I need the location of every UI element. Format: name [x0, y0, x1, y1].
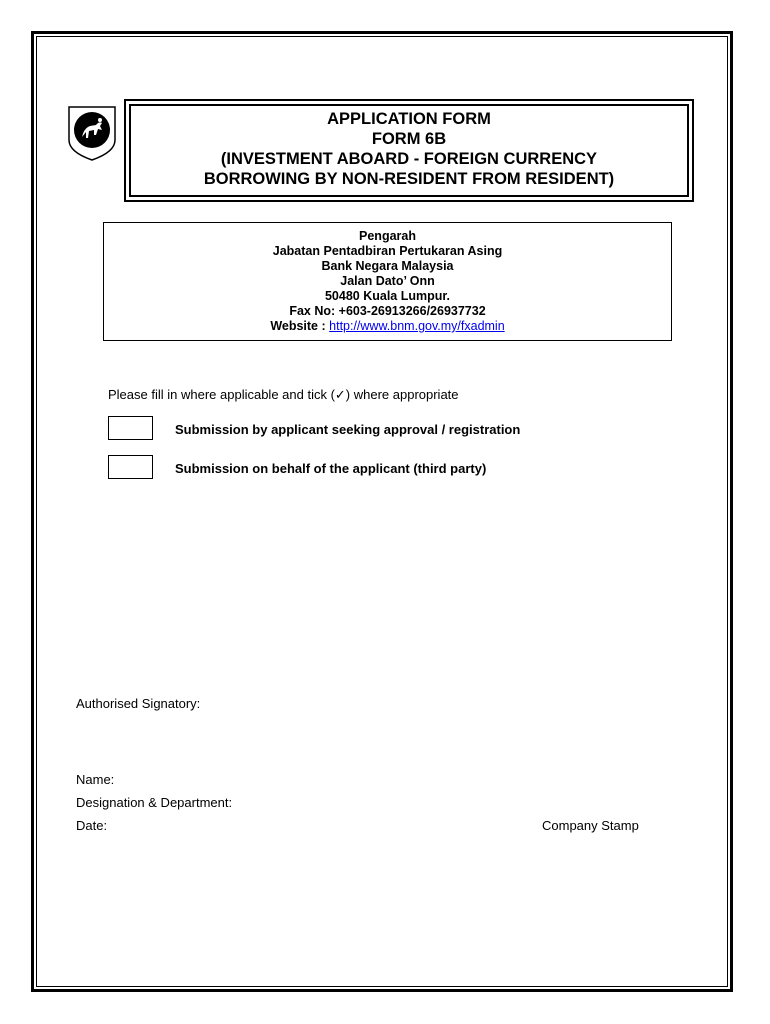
option-label-applicant: Submission by applicant seeking approval / registration	[175, 422, 521, 437]
checkbox-applicant-submission[interactable]	[108, 416, 153, 440]
designation-label: Designation & Department:	[76, 795, 233, 810]
address-box	[103, 222, 672, 341]
name-label: Name:	[76, 772, 115, 787]
company-stamp-label: Company Stamp	[542, 818, 639, 833]
form-title	[129, 104, 689, 197]
address-line: 50480 Kuala Lumpur.	[324, 289, 451, 303]
instruction-text: Please fill in where applicable and tick (✓) where appropriate	[108, 387, 459, 402]
address-line: Jalan Dato’ Onn	[340, 274, 435, 288]
authorised-signatory-label: Authorised Signatory:	[76, 696, 201, 711]
title-line-3: (INVESTMENT ABOARD - FOREIGN CURRENCY	[220, 149, 598, 168]
title-line-1: APPLICATION FORM	[327, 109, 491, 128]
form-title-box	[124, 99, 694, 202]
date-label: Date:	[76, 818, 108, 833]
website-line	[270, 319, 504, 334]
address-line: Pengarah	[359, 229, 416, 243]
title-line-2: FORM 6B	[371, 129, 447, 148]
address-line: Jabatan Pentadbiran Pertukaran Asing	[272, 244, 503, 258]
option-label-third-party: Submission on behalf of the applicant (third party)	[175, 461, 487, 476]
website-label: Website :	[270, 319, 326, 333]
address-line: Fax No: +603-26913266/26937732	[289, 304, 486, 318]
bank-negara-crest-icon	[66, 104, 118, 162]
address-line: Bank Negara Malaysia	[321, 259, 454, 273]
checkbox-third-party-submission[interactable]	[108, 455, 153, 479]
website-link[interactable]: http://www.bnm.gov.my/fxadmin	[329, 319, 505, 333]
title-line-4: BORROWING BY NON-RESIDENT FROM RESIDENT)	[203, 169, 615, 188]
